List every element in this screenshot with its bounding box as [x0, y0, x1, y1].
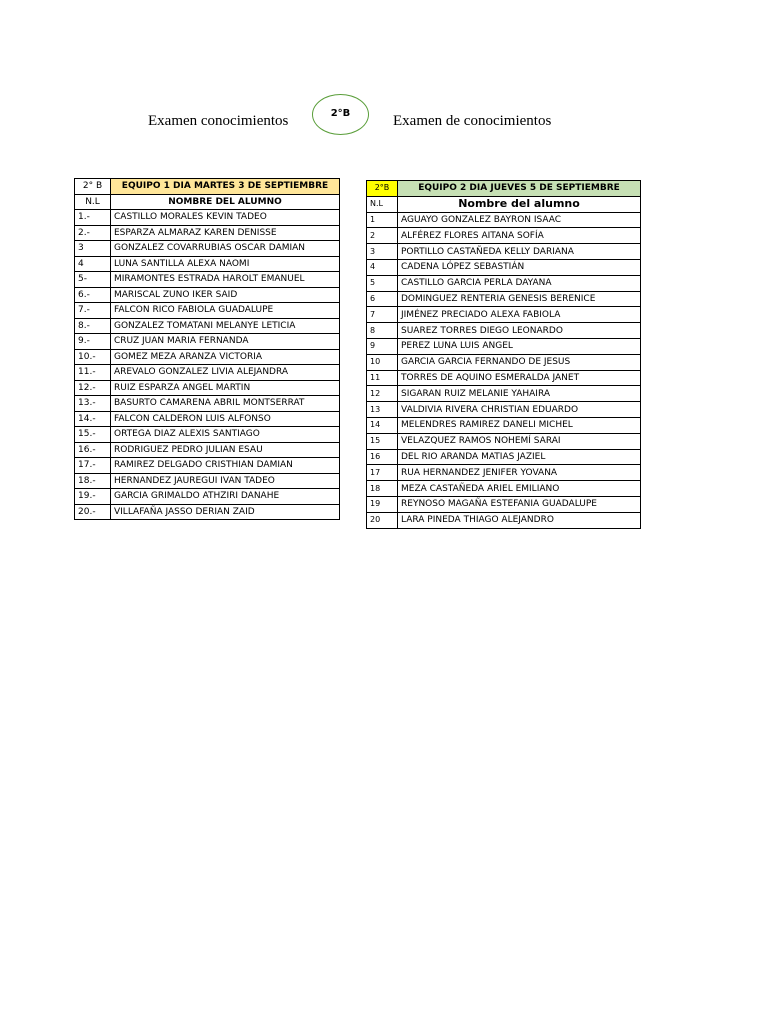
table-row — [75, 334, 340, 350]
table-row — [75, 504, 340, 520]
row-number: 18 — [367, 481, 398, 497]
row-number: 15.- — [75, 427, 111, 443]
team1-col-name: NOMBRE DEL ALUMNO — [111, 194, 340, 210]
row-number: 8 — [367, 323, 398, 339]
heading-left: Examen conocimientos — [148, 113, 289, 129]
student-name: PORTILLO CASTAÑEDA KELLY DARIANA — [398, 244, 641, 260]
table-row — [367, 386, 641, 402]
table-row — [367, 449, 641, 465]
table-row — [75, 396, 340, 412]
row-number: 5 — [367, 275, 398, 291]
student-name: ORTEGA DIAZ ALEXIS SANTIAGO — [111, 427, 340, 443]
student-name: TORRES DE AQUINO ESMERALDA JANET — [398, 370, 641, 386]
table-row — [75, 349, 340, 365]
student-name: GOMEZ MEZA ARANZA VICTORIA — [111, 349, 340, 365]
team2-group-label: 2°B — [367, 181, 398, 197]
table-row — [75, 303, 340, 319]
student-name: JIMÉNEZ PRECIADO ALEXA FABIOLA — [398, 307, 641, 323]
row-number: 13 — [367, 402, 398, 418]
table-row — [75, 365, 340, 381]
row-number: 10 — [367, 354, 398, 370]
student-name: MELENDRES RAMIREZ DANELI MICHEL — [398, 417, 641, 433]
row-number: 18.- — [75, 473, 111, 489]
table-row — [75, 287, 340, 303]
student-name: DOMINGUEZ RENTERIA GENESIS BERENICE — [398, 291, 641, 307]
table-row — [367, 465, 641, 481]
team1-title-row — [75, 179, 340, 195]
student-name: CADENA LÓPEZ SEBASTIÁN — [398, 259, 641, 275]
team1-table — [74, 178, 340, 520]
team2-title: EQUIPO 2 DIA JUEVES 5 DE SEPTIEMBRE — [398, 181, 641, 197]
row-number: 20 — [367, 512, 398, 528]
student-name: CRUZ JUAN MARIA FERNANDA — [111, 334, 340, 350]
row-number: 6 — [367, 291, 398, 307]
table-row — [75, 225, 340, 241]
row-number: 12.- — [75, 380, 111, 396]
team2-col-name: Nombre del alumno — [398, 196, 641, 212]
row-number: 19.- — [75, 489, 111, 505]
row-number: 6.- — [75, 287, 111, 303]
student-name: CASTILLO MORALES KEVIN TADEO — [111, 210, 340, 226]
row-number: 19 — [367, 496, 398, 512]
row-number: 7 — [367, 307, 398, 323]
table-row — [75, 458, 340, 474]
row-number: 3 — [75, 241, 111, 257]
table-row — [367, 496, 641, 512]
table-row — [367, 370, 641, 386]
student-name: GONZALEZ COVARRUBIAS OSCAR DAMIAN — [111, 241, 340, 257]
row-number: 10.- — [75, 349, 111, 365]
student-name: DEL RIO ARANDA MATIAS JAZIEL — [398, 449, 641, 465]
student-name: LARA PINEDA THIAGO ALEJANDRO — [398, 512, 641, 528]
student-name: AREVALO GONZALEZ LIVIA ALEJANDRA — [111, 365, 340, 381]
table-row — [75, 473, 340, 489]
team1-group-label: 2° B — [75, 179, 111, 195]
row-number: 14 — [367, 417, 398, 433]
row-number: 1.- — [75, 210, 111, 226]
team1-body — [75, 210, 340, 520]
team2-body — [367, 212, 641, 528]
student-name: SUAREZ TORRES DIEGO LEONARDO — [398, 323, 641, 339]
table-row — [367, 259, 641, 275]
row-number: 1 — [367, 212, 398, 228]
table-row — [367, 354, 641, 370]
table-row — [75, 411, 340, 427]
student-name: ESPARZA ALMARAZ KAREN DENISSE — [111, 225, 340, 241]
row-number: 20.- — [75, 504, 111, 520]
row-number: 7.- — [75, 303, 111, 319]
team1-col-nl: N.L — [75, 194, 111, 210]
table-row — [367, 244, 641, 260]
table-row — [367, 307, 641, 323]
row-number: 5- — [75, 272, 111, 288]
student-name: RUA HERNANDEZ JENIFER YOVANA — [398, 465, 641, 481]
student-name: GONZALEZ TOMATANI MELANYE LETICIA — [111, 318, 340, 334]
student-name: MIRAMONTES ESTRADA HAROLT EMANUEL — [111, 272, 340, 288]
row-number: 3 — [367, 244, 398, 260]
table-row — [367, 338, 641, 354]
table-row — [367, 402, 641, 418]
table-row — [367, 481, 641, 497]
row-number: 11.- — [75, 365, 111, 381]
student-name: RAMIREZ DELGADO CRISTHIAN DAMIAN — [111, 458, 340, 474]
table-row — [75, 272, 340, 288]
row-number: 4 — [75, 256, 111, 272]
heading-right: Examen de conocimientos — [393, 113, 552, 129]
row-number: 9.- — [75, 334, 111, 350]
team1-title: EQUIPO 1 DIA MARTES 3 DE SEPTIEMBRE — [111, 179, 340, 195]
row-number: 13.- — [75, 396, 111, 412]
group-badge: 2°B — [312, 94, 369, 135]
table-row — [367, 275, 641, 291]
row-number: 16.- — [75, 442, 111, 458]
student-name: LUNA SANTILLA ALEXA NAOMI — [111, 256, 340, 272]
student-name: RODRIGUEZ PEDRO JULIAN ESAU — [111, 442, 340, 458]
student-name: MARISCAL ZUNO IKER SAID — [111, 287, 340, 303]
row-number: 2 — [367, 228, 398, 244]
row-number: 14.- — [75, 411, 111, 427]
row-number: 8.- — [75, 318, 111, 334]
student-name: FALCON RICO FABIOLA GUADALUPE — [111, 303, 340, 319]
row-number: 15 — [367, 433, 398, 449]
table-row — [75, 489, 340, 505]
student-name: GARCIA GARCIA FERNANDO DE JESUS — [398, 354, 641, 370]
team2-col-nl: N.L — [367, 196, 398, 212]
row-number: 9 — [367, 338, 398, 354]
student-name: PEREZ LUNA LUIS ANGEL — [398, 338, 641, 354]
table-row — [75, 380, 340, 396]
student-name: GARCIA GRIMALDO ATHZIRI DANAHE — [111, 489, 340, 505]
table-row — [367, 512, 641, 528]
team2-table — [366, 180, 641, 529]
team2-title-row — [367, 181, 641, 197]
row-number: 4 — [367, 259, 398, 275]
table-row — [367, 433, 641, 449]
student-name: RUIZ ESPARZA ANGEL MARTIN — [111, 380, 340, 396]
student-name: VILLAFAÑA JASSO DERIAN ZAID — [111, 504, 340, 520]
student-name: MEZA CASTAÑEDA ARIEL EMILIANO — [398, 481, 641, 497]
table-row — [75, 442, 340, 458]
student-name: VELAZQUEZ RAMOS NOHEMÍ SARAI — [398, 433, 641, 449]
student-name: SIGARAN RUIZ MELANIE YAHAIRA — [398, 386, 641, 402]
table-row — [75, 318, 340, 334]
table-row — [75, 427, 340, 443]
student-name: AGUAYO GONZALEZ BAYRON ISAAC — [398, 212, 641, 228]
student-name: ALFÉREZ FLORES AITANA SOFÍA — [398, 228, 641, 244]
row-number: 17.- — [75, 458, 111, 474]
table-row — [75, 256, 340, 272]
row-number: 17 — [367, 465, 398, 481]
student-name: REYNOSO MAGAÑA ESTEFANIA GUADALUPE — [398, 496, 641, 512]
table-row — [367, 291, 641, 307]
row-number: 12 — [367, 386, 398, 402]
team2-header-row — [367, 196, 641, 212]
table-row — [367, 212, 641, 228]
team1-header-row — [75, 194, 340, 210]
student-name: HERNANDEZ JAUREGUI IVAN TADEO — [111, 473, 340, 489]
student-name: VALDIVIA RIVERA CHRISTIAN EDUARDO — [398, 402, 641, 418]
student-name: CASTILLO GARCIA PERLA DAYANA — [398, 275, 641, 291]
student-name: BASURTO CAMARENA ABRIL MONTSERRAT — [111, 396, 340, 412]
row-number: 11 — [367, 370, 398, 386]
table-row — [75, 241, 340, 257]
table-row — [75, 210, 340, 226]
row-number: 16 — [367, 449, 398, 465]
table-row — [367, 323, 641, 339]
table-row — [367, 228, 641, 244]
table-row — [367, 417, 641, 433]
student-name: FALCON CALDERON LUIS ALFONSO — [111, 411, 340, 427]
row-number: 2.- — [75, 225, 111, 241]
